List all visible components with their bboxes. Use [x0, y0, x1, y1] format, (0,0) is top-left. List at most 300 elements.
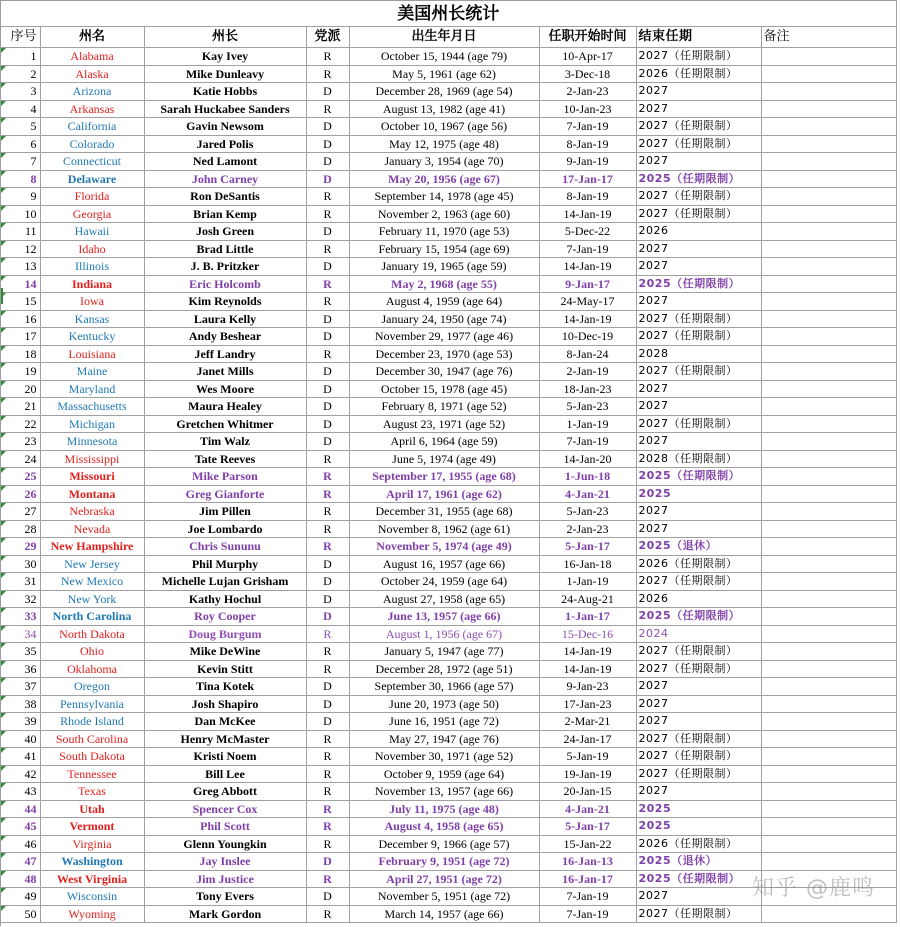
- cell-governor[interactable]: Jeff Landry: [144, 345, 306, 363]
- header-party[interactable]: 党派: [306, 27, 349, 48]
- cell-note[interactable]: [761, 118, 896, 136]
- cell-state[interactable]: Colorado: [40, 135, 144, 153]
- cell-end[interactable]: 2025（退休）: [636, 538, 761, 556]
- cell-seq[interactable]: 23: [1, 433, 40, 451]
- cell-end[interactable]: 2027: [636, 100, 761, 118]
- cell-end[interactable]: 2024: [636, 625, 761, 643]
- cell-end[interactable]: 2025（任期限制）: [636, 870, 761, 888]
- cell-start[interactable]: 16-Jan-17: [539, 870, 636, 888]
- cell-party[interactable]: R: [306, 468, 349, 486]
- cell-state[interactable]: Montana: [40, 485, 144, 503]
- cell-party[interactable]: R: [306, 660, 349, 678]
- cell-governor[interactable]: Kathy Hochul: [144, 590, 306, 608]
- cell-note[interactable]: [761, 398, 896, 416]
- cell-note[interactable]: [761, 660, 896, 678]
- cell-start[interactable]: 17-Jan-23: [539, 695, 636, 713]
- cell-birth[interactable]: February 8, 1971 (age 52): [349, 398, 539, 416]
- cell-note[interactable]: [761, 345, 896, 363]
- cell-state[interactable]: Indiana: [40, 275, 144, 293]
- cell-party[interactable]: D: [306, 135, 349, 153]
- cell-end[interactable]: 2026（任期限制）: [636, 65, 761, 83]
- cell-note[interactable]: [761, 783, 896, 801]
- cell-state[interactable]: New Hampshire: [40, 538, 144, 556]
- cell-seq[interactable]: 30: [1, 555, 40, 573]
- cell-note[interactable]: [761, 258, 896, 276]
- cell-end[interactable]: 2027: [636, 433, 761, 451]
- cell-seq[interactable]: 39: [1, 713, 40, 731]
- cell-birth[interactable]: October 10, 1967 (age 56): [349, 118, 539, 136]
- cell-note[interactable]: [761, 135, 896, 153]
- cell-seq[interactable]: 38: [1, 695, 40, 713]
- cell-end[interactable]: 2027（任期限制）: [636, 135, 761, 153]
- cell-note[interactable]: [761, 590, 896, 608]
- cell-start[interactable]: 15-Dec-16: [539, 625, 636, 643]
- cell-state[interactable]: Oregon: [40, 678, 144, 696]
- cell-governor[interactable]: Phil Murphy: [144, 555, 306, 573]
- cell-note[interactable]: [761, 905, 896, 923]
- cell-state[interactable]: Idaho: [40, 240, 144, 258]
- cell-seq[interactable]: 1: [1, 48, 40, 66]
- cell-state[interactable]: California: [40, 118, 144, 136]
- cell-birth[interactable]: September 30, 1966 (age 57): [349, 678, 539, 696]
- cell-start[interactable]: 5-Jan-19: [539, 748, 636, 766]
- cell-governor[interactable]: Doug Burgum: [144, 625, 306, 643]
- cell-seq[interactable]: 16: [1, 310, 40, 328]
- cell-state[interactable]: New York: [40, 590, 144, 608]
- cell-birth[interactable]: November 30, 1971 (age 52): [349, 748, 539, 766]
- cell-governor[interactable]: Dan McKee: [144, 713, 306, 731]
- cell-end[interactable]: 2027: [636, 240, 761, 258]
- cell-birth[interactable]: April 17, 1961 (age 62): [349, 485, 539, 503]
- cell-seq[interactable]: 3: [1, 83, 40, 101]
- cell-birth[interactable]: November 13, 1957 (age 66): [349, 783, 539, 801]
- cell-birth[interactable]: December 28, 1972 (age 51): [349, 660, 539, 678]
- cell-state[interactable]: West Virginia: [40, 870, 144, 888]
- cell-start[interactable]: 19-Jan-19: [539, 765, 636, 783]
- cell-seq[interactable]: 43: [1, 783, 40, 801]
- cell-governor[interactable]: Greg Gianforte: [144, 485, 306, 503]
- cell-governor[interactable]: Brian Kemp: [144, 205, 306, 223]
- cell-seq[interactable]: 4: [1, 100, 40, 118]
- cell-seq[interactable]: 37: [1, 678, 40, 696]
- cell-birth[interactable]: August 1, 1956 (age 67): [349, 625, 539, 643]
- cell-start[interactable]: 2-Jan-23: [539, 520, 636, 538]
- cell-birth[interactable]: August 4, 1959 (age 64): [349, 293, 539, 311]
- cell-party[interactable]: D: [306, 888, 349, 906]
- cell-governor[interactable]: Jim Justice: [144, 870, 306, 888]
- cell-party[interactable]: R: [306, 730, 349, 748]
- cell-governor[interactable]: Greg Abbott: [144, 783, 306, 801]
- cell-end[interactable]: 2027（任期限制）: [636, 415, 761, 433]
- cell-start[interactable]: 5-Jan-23: [539, 398, 636, 416]
- cell-governor[interactable]: Josh Green: [144, 223, 306, 241]
- cell-start[interactable]: 5-Jan-23: [539, 503, 636, 521]
- cell-start[interactable]: 10-Apr-17: [539, 48, 636, 66]
- cell-birth[interactable]: May 27, 1947 (age 76): [349, 730, 539, 748]
- cell-seq[interactable]: 31: [1, 573, 40, 591]
- cell-start[interactable]: 17-Jan-17: [539, 170, 636, 188]
- cell-party[interactable]: R: [306, 800, 349, 818]
- cell-end[interactable]: 2027: [636, 398, 761, 416]
- cell-seq[interactable]: 18: [1, 345, 40, 363]
- cell-end[interactable]: 2025（任期限制）: [636, 468, 761, 486]
- cell-start[interactable]: 2-Mar-21: [539, 713, 636, 731]
- cell-seq[interactable]: 25: [1, 468, 40, 486]
- cell-end[interactable]: 2027: [636, 888, 761, 906]
- cell-state[interactable]: Kentucky: [40, 328, 144, 346]
- cell-start[interactable]: 24-Jan-17: [539, 730, 636, 748]
- cell-seq[interactable]: 14: [1, 275, 40, 293]
- cell-note[interactable]: [761, 293, 896, 311]
- cell-start[interactable]: 7-Jan-19: [539, 905, 636, 923]
- cell-start[interactable]: 7-Jan-19: [539, 240, 636, 258]
- cell-state[interactable]: Virginia: [40, 835, 144, 853]
- cell-party[interactable]: R: [306, 188, 349, 206]
- cell-governor[interactable]: Joe Lombardo: [144, 520, 306, 538]
- cell-party[interactable]: R: [306, 905, 349, 923]
- cell-seq[interactable]: 47: [1, 853, 40, 871]
- cell-birth[interactable]: January 19, 1965 (age 59): [349, 258, 539, 276]
- cell-party[interactable]: R: [306, 818, 349, 836]
- cell-state[interactable]: Arkansas: [40, 100, 144, 118]
- cell-governor[interactable]: Josh Shapiro: [144, 695, 306, 713]
- cell-governor[interactable]: Kim Reynolds: [144, 293, 306, 311]
- cell-seq[interactable]: 36: [1, 660, 40, 678]
- cell-seq[interactable]: 33: [1, 608, 40, 626]
- cell-party[interactable]: D: [306, 433, 349, 451]
- cell-birth[interactable]: January 5, 1947 (age 77): [349, 643, 539, 661]
- cell-state[interactable]: Massachusetts: [40, 398, 144, 416]
- cell-state[interactable]: Delaware: [40, 170, 144, 188]
- cell-birth[interactable]: May 20, 1956 (age 67): [349, 170, 539, 188]
- cell-seq[interactable]: 20: [1, 380, 40, 398]
- cell-governor[interactable]: Jim Pillen: [144, 503, 306, 521]
- cell-note[interactable]: [761, 170, 896, 188]
- cell-start[interactable]: 4-Jan-21: [539, 485, 636, 503]
- cell-note[interactable]: [761, 48, 896, 66]
- cell-state[interactable]: North Dakota: [40, 625, 144, 643]
- cell-seq[interactable]: 49: [1, 888, 40, 906]
- cell-governor[interactable]: Michelle Lujan Grisham: [144, 573, 306, 591]
- cell-governor[interactable]: Mike Dunleavy: [144, 65, 306, 83]
- cell-state[interactable]: Maryland: [40, 380, 144, 398]
- cell-start[interactable]: 10-Jan-23: [539, 100, 636, 118]
- cell-birth[interactable]: June 16, 1951 (age 72): [349, 713, 539, 731]
- cell-end[interactable]: 2027（任期限制）: [636, 730, 761, 748]
- cell-birth[interactable]: October 24, 1959 (age 64): [349, 573, 539, 591]
- cell-state[interactable]: Hawaii: [40, 223, 144, 241]
- cell-birth[interactable]: August 4, 1958 (age 65): [349, 818, 539, 836]
- cell-note[interactable]: [761, 188, 896, 206]
- cell-state[interactable]: Wisconsin: [40, 888, 144, 906]
- cell-seq[interactable]: 11: [1, 223, 40, 241]
- cell-governor[interactable]: Kay Ivey: [144, 48, 306, 66]
- cell-note[interactable]: [761, 695, 896, 713]
- cell-birth[interactable]: April 27, 1951 (age 72): [349, 870, 539, 888]
- cell-end[interactable]: 2025（任期限制）: [636, 170, 761, 188]
- cell-note[interactable]: [761, 83, 896, 101]
- cell-birth[interactable]: June 13, 1957 (age 66): [349, 608, 539, 626]
- sheet-title[interactable]: 美国州长统计: [1, 1, 896, 27]
- cell-birth[interactable]: May 5, 1961 (age 62): [349, 65, 539, 83]
- cell-state[interactable]: South Carolina: [40, 730, 144, 748]
- cell-note[interactable]: [761, 643, 896, 661]
- cell-seq[interactable]: 26: [1, 485, 40, 503]
- cell-end[interactable]: 2027（任期限制）: [636, 748, 761, 766]
- cell-governor[interactable]: Mike DeWine: [144, 643, 306, 661]
- cell-seq[interactable]: 44: [1, 800, 40, 818]
- cell-note[interactable]: [761, 555, 896, 573]
- cell-start[interactable]: 2-Jan-19: [539, 363, 636, 381]
- cell-birth[interactable]: April 6, 1964 (age 59): [349, 433, 539, 451]
- cell-seq[interactable]: 7: [1, 153, 40, 171]
- cell-seq[interactable]: 34: [1, 625, 40, 643]
- cell-start[interactable]: 10-Dec-19: [539, 328, 636, 346]
- cell-state[interactable]: Louisiana: [40, 345, 144, 363]
- cell-end[interactable]: 2027: [636, 153, 761, 171]
- cell-state[interactable]: Georgia: [40, 205, 144, 223]
- cell-state[interactable]: Oklahoma: [40, 660, 144, 678]
- cell-start[interactable]: 15-Jan-22: [539, 835, 636, 853]
- cell-party[interactable]: R: [306, 65, 349, 83]
- cell-note[interactable]: [761, 625, 896, 643]
- cell-end[interactable]: 2028（任期限制）: [636, 450, 761, 468]
- cell-governor[interactable]: Katie Hobbs: [144, 83, 306, 101]
- cell-note[interactable]: [761, 415, 896, 433]
- cell-start[interactable]: 7-Jan-19: [539, 888, 636, 906]
- cell-party[interactable]: R: [306, 275, 349, 293]
- cell-party[interactable]: D: [306, 555, 349, 573]
- cell-seq[interactable]: 10: [1, 205, 40, 223]
- cell-start[interactable]: 24-May-17: [539, 293, 636, 311]
- cell-start[interactable]: 14-Jan-19: [539, 310, 636, 328]
- cell-birth[interactable]: December 23, 1970 (age 53): [349, 345, 539, 363]
- cell-state[interactable]: Connecticut: [40, 153, 144, 171]
- cell-note[interactable]: [761, 223, 896, 241]
- cell-end[interactable]: 2027（任期限制）: [636, 905, 761, 923]
- cell-seq[interactable]: 9: [1, 188, 40, 206]
- cell-governor[interactable]: Tina Kotek: [144, 678, 306, 696]
- cell-note[interactable]: [761, 468, 896, 486]
- cell-seq[interactable]: 6: [1, 135, 40, 153]
- cell-start[interactable]: 1-Jan-19: [539, 415, 636, 433]
- cell-state[interactable]: Iowa: [40, 293, 144, 311]
- cell-governor[interactable]: Laura Kelly: [144, 310, 306, 328]
- cell-note[interactable]: [761, 800, 896, 818]
- cell-governor[interactable]: Ron DeSantis: [144, 188, 306, 206]
- cell-note[interactable]: [761, 310, 896, 328]
- cell-start[interactable]: 14-Jan-19: [539, 205, 636, 223]
- cell-note[interactable]: [761, 853, 896, 871]
- cell-end[interactable]: 2026: [636, 223, 761, 241]
- cell-note[interactable]: [761, 818, 896, 836]
- cell-end[interactable]: 2027: [636, 678, 761, 696]
- cell-governor[interactable]: Jay Inslee: [144, 853, 306, 871]
- cell-party[interactable]: D: [306, 608, 349, 626]
- cell-start[interactable]: 14-Jan-19: [539, 258, 636, 276]
- cell-birth[interactable]: December 30, 1947 (age 76): [349, 363, 539, 381]
- cell-seq[interactable]: 29: [1, 538, 40, 556]
- cell-party[interactable]: D: [306, 590, 349, 608]
- cell-state[interactable]: Tennessee: [40, 765, 144, 783]
- cell-state[interactable]: Pennsylvania: [40, 695, 144, 713]
- cell-governor[interactable]: J. B. Pritzker: [144, 258, 306, 276]
- cell-governor[interactable]: Chris Sununu: [144, 538, 306, 556]
- cell-party[interactable]: D: [306, 258, 349, 276]
- header-state[interactable]: 州名: [40, 27, 144, 48]
- cell-end[interactable]: 2027（任期限制）: [636, 660, 761, 678]
- cell-start[interactable]: 4-Jan-21: [539, 800, 636, 818]
- cell-party[interactable]: R: [306, 100, 349, 118]
- cell-party[interactable]: D: [306, 310, 349, 328]
- cell-party[interactable]: D: [306, 223, 349, 241]
- cell-governor[interactable]: Tate Reeves: [144, 450, 306, 468]
- cell-end[interactable]: 2027（任期限制）: [636, 310, 761, 328]
- cell-state[interactable]: Maine: [40, 363, 144, 381]
- cell-state[interactable]: Kansas: [40, 310, 144, 328]
- cell-governor[interactable]: Kevin Stitt: [144, 660, 306, 678]
- cell-birth[interactable]: December 31, 1955 (age 68): [349, 503, 539, 521]
- cell-seq[interactable]: 12: [1, 240, 40, 258]
- cell-party[interactable]: R: [306, 765, 349, 783]
- cell-birth[interactable]: February 9, 1951 (age 72): [349, 853, 539, 871]
- cell-state[interactable]: Nebraska: [40, 503, 144, 521]
- cell-start[interactable]: 8-Jan-19: [539, 135, 636, 153]
- cell-birth[interactable]: August 23, 1971 (age 52): [349, 415, 539, 433]
- cell-start[interactable]: 9-Jan-23: [539, 678, 636, 696]
- cell-party[interactable]: R: [306, 520, 349, 538]
- cell-note[interactable]: [761, 433, 896, 451]
- cell-note[interactable]: [761, 678, 896, 696]
- cell-birth[interactable]: November 29, 1977 (age 46): [349, 328, 539, 346]
- cell-birth[interactable]: November 8, 1962 (age 61): [349, 520, 539, 538]
- cell-birth[interactable]: November 2, 1963 (age 60): [349, 205, 539, 223]
- cell-start[interactable]: 1-Jun-18: [539, 468, 636, 486]
- cell-start[interactable]: 7-Jan-19: [539, 118, 636, 136]
- cell-party[interactable]: D: [306, 118, 349, 136]
- header-note[interactable]: 备注: [761, 27, 896, 48]
- cell-birth[interactable]: June 20, 1973 (age 50): [349, 695, 539, 713]
- cell-birth[interactable]: October 9, 1959 (age 64): [349, 765, 539, 783]
- cell-end[interactable]: 2027（任期限制）: [636, 205, 761, 223]
- cell-end[interactable]: 2027: [636, 83, 761, 101]
- cell-end[interactable]: 2025: [636, 485, 761, 503]
- cell-start[interactable]: 16-Jan-13: [539, 853, 636, 871]
- cell-birth[interactable]: September 17, 1955 (age 68): [349, 468, 539, 486]
- cell-seq[interactable]: 17: [1, 328, 40, 346]
- cell-state[interactable]: Utah: [40, 800, 144, 818]
- cell-governor[interactable]: Jared Polis: [144, 135, 306, 153]
- cell-end[interactable]: 2027: [636, 293, 761, 311]
- cell-state[interactable]: Michigan: [40, 415, 144, 433]
- cell-party[interactable]: R: [306, 205, 349, 223]
- cell-seq[interactable]: 40: [1, 730, 40, 748]
- cell-party[interactable]: R: [306, 503, 349, 521]
- cell-end[interactable]: 2025（任期限制）: [636, 275, 761, 293]
- cell-party[interactable]: R: [306, 870, 349, 888]
- cell-note[interactable]: [761, 153, 896, 171]
- cell-end[interactable]: 2027（任期限制）: [636, 765, 761, 783]
- cell-party[interactable]: D: [306, 363, 349, 381]
- cell-party[interactable]: R: [306, 643, 349, 661]
- cell-end[interactable]: 2027（任期限制）: [636, 118, 761, 136]
- cell-birth[interactable]: August 16, 1957 (age 66): [349, 555, 539, 573]
- cell-party[interactable]: R: [306, 783, 349, 801]
- cell-party[interactable]: D: [306, 170, 349, 188]
- cell-governor[interactable]: Phil Scott: [144, 818, 306, 836]
- cell-birth[interactable]: May 2, 1968 (age 55): [349, 275, 539, 293]
- cell-party[interactable]: D: [306, 695, 349, 713]
- cell-party[interactable]: D: [306, 573, 349, 591]
- cell-governor[interactable]: John Carney: [144, 170, 306, 188]
- cell-end[interactable]: 2027（任期限制）: [636, 643, 761, 661]
- cell-state[interactable]: Vermont: [40, 818, 144, 836]
- cell-start[interactable]: 18-Jan-23: [539, 380, 636, 398]
- cell-end[interactable]: 2027: [636, 503, 761, 521]
- cell-seq[interactable]: 8: [1, 170, 40, 188]
- cell-end[interactable]: 2028: [636, 345, 761, 363]
- cell-birth[interactable]: October 15, 1944 (age 79): [349, 48, 539, 66]
- cell-seq[interactable]: 46: [1, 835, 40, 853]
- cell-governor[interactable]: Henry McMaster: [144, 730, 306, 748]
- cell-party[interactable]: R: [306, 835, 349, 853]
- cell-state[interactable]: Nevada: [40, 520, 144, 538]
- cell-start[interactable]: 9-Jan-17: [539, 275, 636, 293]
- cell-end[interactable]: 2025（退休）: [636, 853, 761, 871]
- cell-birth[interactable]: August 27, 1958 (age 65): [349, 590, 539, 608]
- cell-end[interactable]: 2027（任期限制）: [636, 363, 761, 381]
- cell-start[interactable]: 5-Jan-17: [539, 538, 636, 556]
- cell-state[interactable]: Ohio: [40, 643, 144, 661]
- cell-seq[interactable]: 27: [1, 503, 40, 521]
- cell-state[interactable]: North Carolina: [40, 608, 144, 626]
- cell-state[interactable]: Missouri: [40, 468, 144, 486]
- cell-party[interactable]: D: [306, 853, 349, 871]
- cell-state[interactable]: Florida: [40, 188, 144, 206]
- cell-birth[interactable]: November 5, 1951 (age 72): [349, 888, 539, 906]
- header-end[interactable]: 结束任期: [636, 27, 761, 48]
- cell-birth[interactable]: December 9, 1966 (age 57): [349, 835, 539, 853]
- cell-end[interactable]: 2026: [636, 590, 761, 608]
- cell-seq[interactable]: 5: [1, 118, 40, 136]
- cell-governor[interactable]: Mark Gordon: [144, 905, 306, 923]
- cell-birth[interactable]: October 15, 1978 (age 45): [349, 380, 539, 398]
- cell-governor[interactable]: Eric Holcomb: [144, 275, 306, 293]
- cell-governor[interactable]: Tim Walz: [144, 433, 306, 451]
- cell-start[interactable]: 1-Jan-19: [539, 573, 636, 591]
- cell-end[interactable]: 2026（任期限制）: [636, 555, 761, 573]
- cell-start[interactable]: 24-Aug-21: [539, 590, 636, 608]
- cell-note[interactable]: [761, 485, 896, 503]
- cell-note[interactable]: [761, 835, 896, 853]
- cell-birth[interactable]: February 11, 1970 (age 53): [349, 223, 539, 241]
- cell-party[interactable]: R: [306, 625, 349, 643]
- cell-end[interactable]: 2026（任期限制）: [636, 835, 761, 853]
- cell-state[interactable]: Rhode Island: [40, 713, 144, 731]
- cell-start[interactable]: 1-Jan-17: [539, 608, 636, 626]
- cell-state[interactable]: Alabama: [40, 48, 144, 66]
- cell-seq[interactable]: 42: [1, 765, 40, 783]
- cell-note[interactable]: [761, 240, 896, 258]
- cell-birth[interactable]: November 5, 1974 (age 49): [349, 538, 539, 556]
- cell-note[interactable]: [761, 450, 896, 468]
- cell-end[interactable]: 2025（任期限制）: [636, 608, 761, 626]
- cell-state[interactable]: Illinois: [40, 258, 144, 276]
- cell-seq[interactable]: 13: [1, 258, 40, 276]
- cell-start[interactable]: 7-Jan-19: [539, 433, 636, 451]
- cell-party[interactable]: R: [306, 450, 349, 468]
- cell-party[interactable]: D: [306, 83, 349, 101]
